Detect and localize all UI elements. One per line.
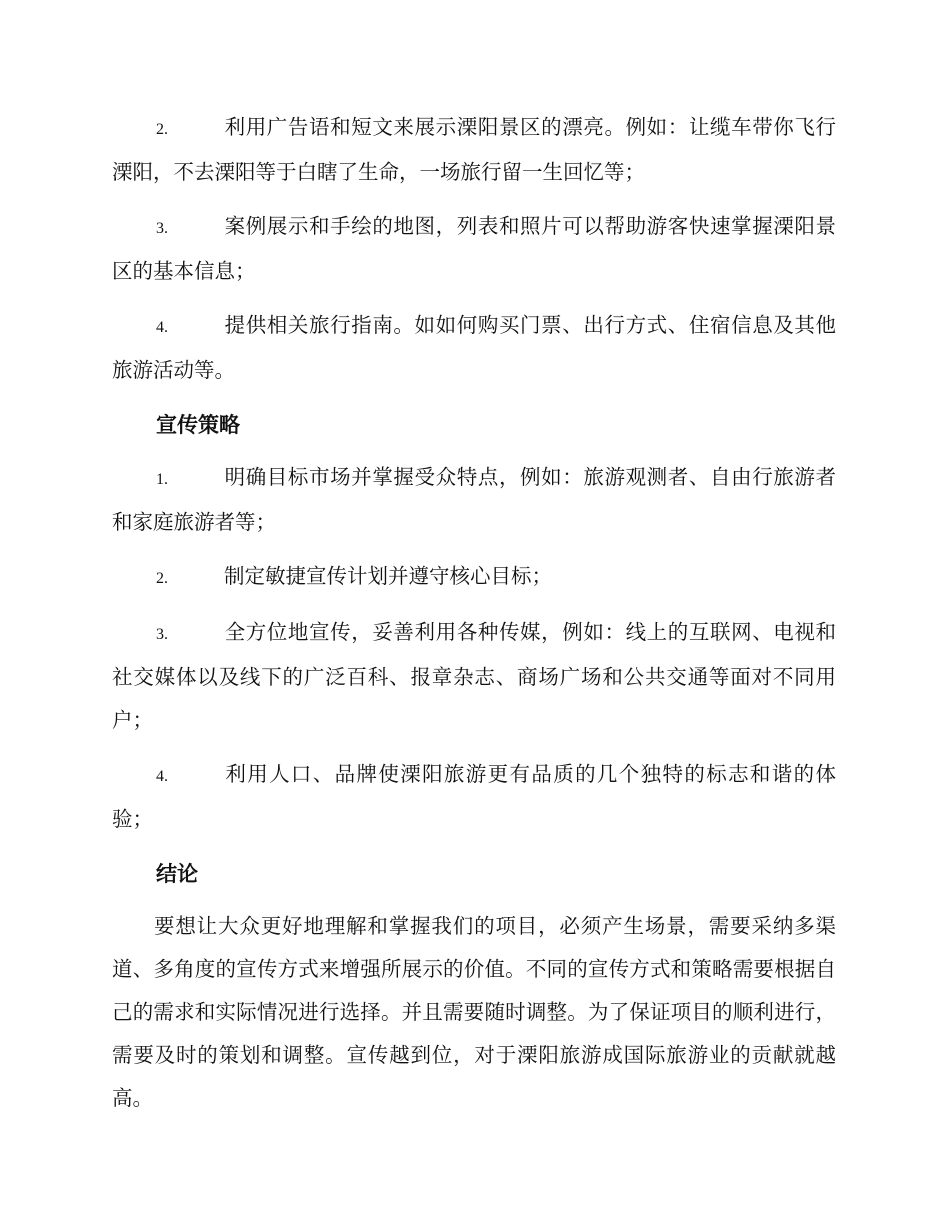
list-item-text: 全方位地宣传，妥善利用各种传媒，例如：线上的互联网、电视和社交媒体以及线下的广泛百科、报章杂志、商场广场和公共交通等面对不同用户；: [112, 620, 836, 732]
list-item-number: 4.: [156, 768, 168, 785]
section-heading-strategy: 宣传策略: [156, 412, 240, 437]
list-item: [112, 106, 836, 194]
document-body: [112, 106, 836, 1120]
list-item-text: 案例展示和手绘的地图，列表和照片可以帮助游客快速掌握溧阳景区的基本信息；: [112, 214, 836, 283]
list-item: [112, 304, 836, 392]
conclusion-paragraph: 要想让大众更好地理解和掌握我们的项目，必须产生场景，需要采纳多渠道、多角度的宣传方式来增强所展示的价值。不同的宣传方式和策略需要根据自己的需求和实际情况进行选择。并且需要随时调整。为了保证项目的顺利进行，需要及时的策划和调整。宣传越到位，对于溧阳旅游成国际旅游业的贡献就越高。: [112, 914, 836, 1110]
list-item-text: 利用人口、品牌使溧阳旅游更有品质的几个独特的标志和谐的体验；: [112, 762, 836, 831]
list-item: [112, 555, 836, 600]
list-item-text: 提供相关旅行指南。如如何购买门票、出行方式、住宿信息及其他旅游活动等。: [112, 313, 836, 382]
list-item: [112, 611, 836, 742]
list-item-number: 1.: [156, 471, 168, 488]
list-item-text: 利用广告语和短文来展示溧阳景区的漂亮。例如：让缆车带你飞行溧阳，不去溧阳等于白瞎了生命，一场旅行留一生回忆等；: [112, 115, 836, 184]
list-item: [112, 205, 836, 293]
section-heading-conclusion: 结论: [156, 861, 198, 886]
list-item-number: 2.: [156, 121, 168, 138]
list-item-text: 明确目标市场并掌握受众特点，例如：旅游观测者、自由行旅游者和家庭旅游者等；: [112, 465, 836, 534]
list-item: [112, 456, 836, 544]
list-item-number: 4.: [156, 319, 168, 336]
list-item-number: 3.: [156, 220, 168, 237]
list-item-text: 制定敏捷宣传计划并遵守核心目标；: [224, 564, 552, 588]
list-item-number: 2.: [156, 570, 168, 587]
list-item-number: 3.: [156, 626, 168, 643]
list-item: [112, 753, 836, 841]
